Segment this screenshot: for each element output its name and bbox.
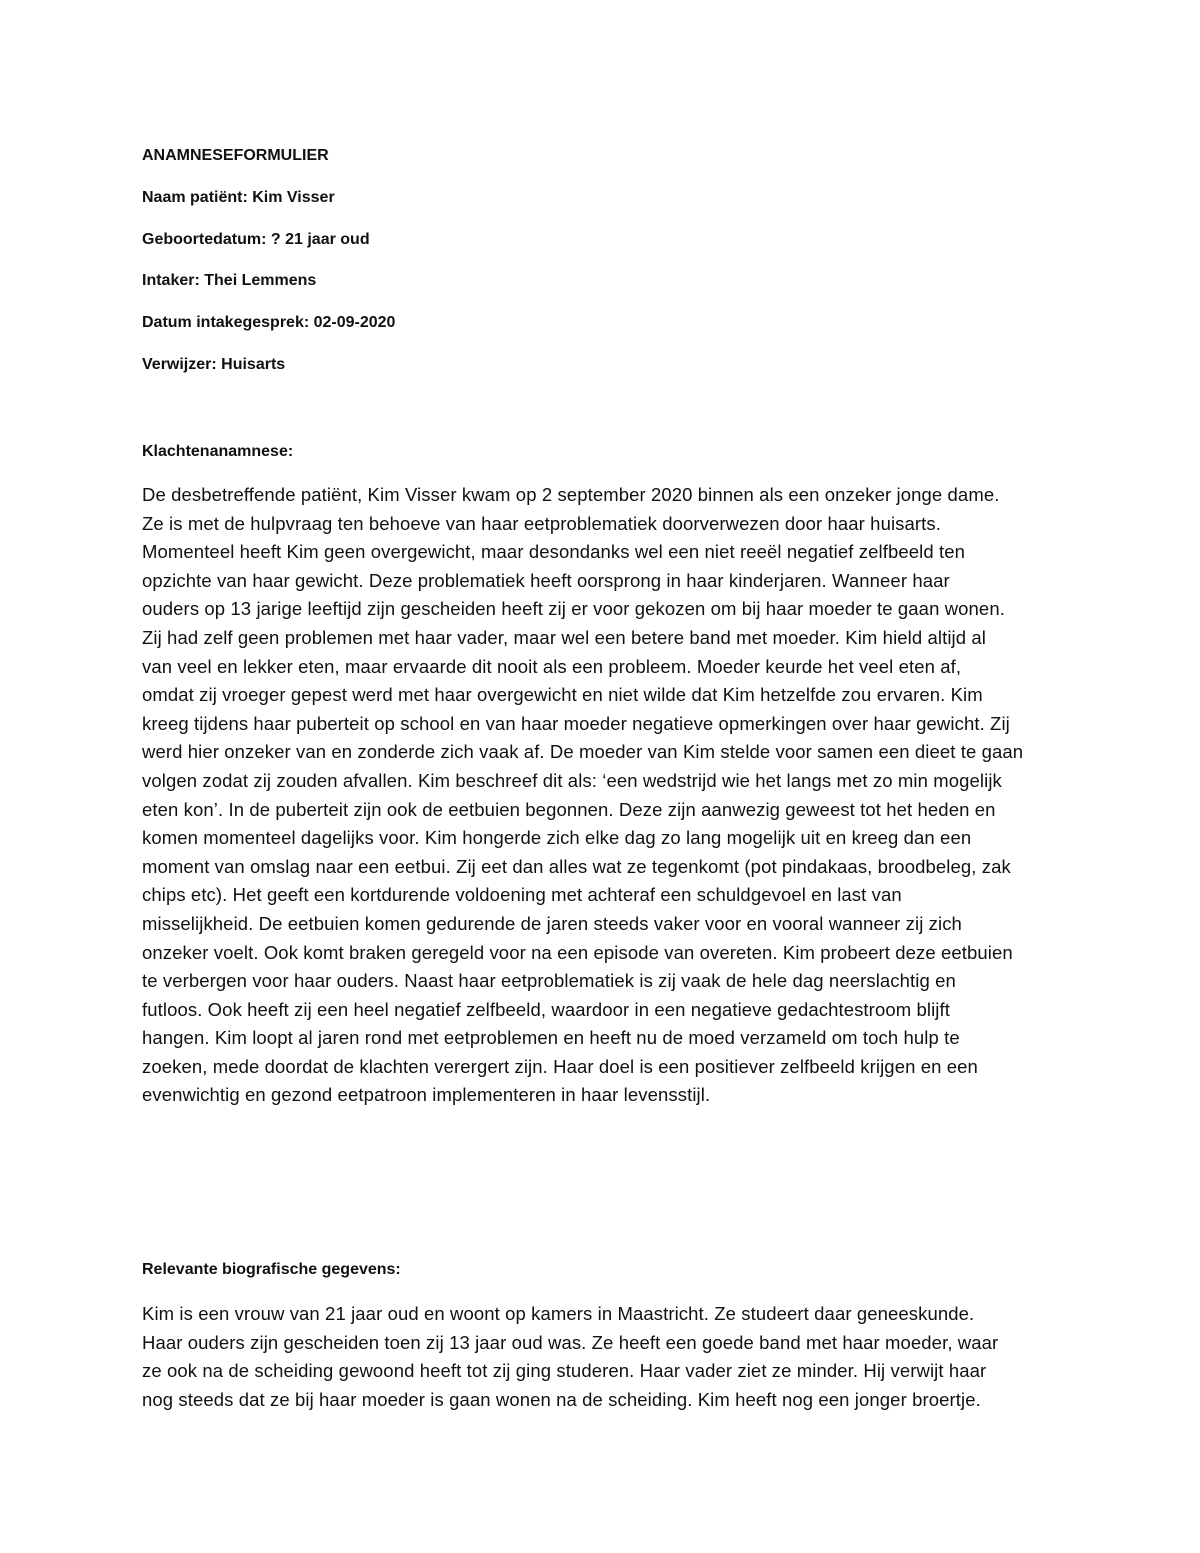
paragraph-line: eten kon’. In de puberteit zijn ook de eetbuien begonnen. Deze zijn aanwezig geweest tot het heden en: [142, 798, 996, 820]
paragraph-line: komen momenteel dagelijks voor. Kim hongerde zich elke dag zo lang mogelijk uit en kreeg dan een: [142, 827, 972, 849]
paragraph-line: omdat zij vroeger gepest werd met haar overgewicht en niet wilde dat Kim hetzelfde zou ervaren. Kim: [142, 684, 983, 706]
paragraph-line: misselijkheid. De eetbuien komen gedurende de jaren steeds vaker voor en vooral wanneer zij zich: [142, 912, 962, 934]
paragraph-line: hangen. Kim loopt al jaren rond met eetproblemen en heeft nu de moed verzameld om toch hulp te: [142, 1027, 960, 1049]
field-birth-date: Geboortedatum: ? 21 jaar oud: [142, 231, 370, 248]
paragraph-line: volgen zodat zij zouden afvallen. Kim beschreef dit als: ‘een wedstrijd wie het langs met zo min mogelijk: [142, 769, 1002, 791]
field-patient-name: Naam patiënt: Kim Visser: [142, 189, 335, 206]
paragraph-line: Kim is een vrouw van 21 jaar oud en woont op kamers in Maastricht. Ze studeert daar geneeskunde.: [142, 1303, 975, 1324]
biography-paragraph: [142, 1300, 1072, 1414]
paragraph-line: chips etc). Het geeft een kortdurende voldoening met achteraf een schuldgevoel en last van: [142, 884, 902, 906]
paragraph-line: zoeken, mede doordat de klachten verergert zijn. Haar doel is een positiever zelfbeeld krijgen en een: [142, 1055, 978, 1077]
paragraph-line: De desbetreffende patiënt, Kim Visser kwam op 2 september 2020 binnen als een onzeker jonge dame.: [142, 484, 1000, 505]
paragraph-line: ouders op 13 jarige leeftijd zijn gescheiden heeft zij er voor gekozen om bij haar moeder te gaan wonen.: [142, 598, 1005, 620]
paragraph-line: nog steeds dat ze bij haar moeder is gaan wonen na de scheiding. Kim heeft nog een jonger broertje.: [142, 1388, 981, 1410]
complaints-heading: Klachtenanamnese:: [142, 443, 294, 460]
field-intaker: Intaker: Thei Lemmens: [142, 272, 317, 289]
paragraph-line: van veel en lekker eten, maar ervaarde dit nooit als een probleem. Moeder keurde het veel eten af,: [142, 655, 962, 677]
paragraph-line: Haar ouders zijn gescheiden toen zij 13 jaar oud was. Ze heeft een goede band met haar moeder, waar: [142, 1331, 999, 1353]
biography-heading: Relevante biografische gegevens:: [142, 1261, 401, 1278]
paragraph-line: opzichte van haar gewicht. Deze problematiek heeft oorsprong in haar kinderjaren. Wanneer haar: [142, 569, 950, 591]
paragraph-line: moment van omslag naar een eetbui. Zij eet dan alles wat ze tegenkomt (pot pindakaas, broodbeleg, zak: [142, 855, 1011, 877]
paragraph-line: futloos. Ook heeft zij een heel negatief zelfbeeld, waardoor in een negatieve gedachtestroom blijft: [142, 998, 950, 1020]
document-title: ANAMNESEFORMULIER: [142, 147, 329, 164]
paragraph-line: werd hier onzeker van en zonderde zich vaak af. De moeder van Kim stelde voor samen een dieet te gaan: [142, 741, 1024, 763]
paragraph-line: Ze is met de hulpvraag ten behoeve van haar eetproblematiek doorverwezen door haar huisarts.: [142, 512, 941, 534]
field-intake-date: Datum intakegesprek: 02-09-2020: [142, 314, 396, 331]
paragraph-line: ze ook na de scheiding gewoond heeft tot zij ging studeren. Haar vader ziet ze minder. Hij verwijt haar: [142, 1360, 987, 1382]
complaints-paragraph: [142, 481, 1072, 1110]
paragraph-line: te verbergen voor haar ouders. Naast haar eetproblematiek is zij vaak de hele dag neerslachtig en: [142, 970, 956, 992]
paragraph-line: Zij had zelf geen problemen met haar vader, maar wel een betere band met moeder. Kim hield altijd al: [142, 626, 986, 648]
paragraph-line: evenwichtig en gezond eetpatroon implementeren in haar levensstijl.: [142, 1084, 711, 1106]
paragraph-line: Momenteel heeft Kim geen overgewicht, maar desondanks wel een niet reeël negatief zelfbeeld ten: [142, 541, 965, 563]
paragraph-line: kreeg tijdens haar puberteit op school en van haar moeder negatieve opmerkingen over haar gewicht. Zij: [142, 712, 1010, 734]
paragraph-line: onzeker voelt. Ook komt braken geregeld voor na een episode van overeten. Kim probeert deze eetbuien: [142, 941, 1013, 963]
field-referrer: Verwijzer: Huisarts: [142, 356, 286, 373]
